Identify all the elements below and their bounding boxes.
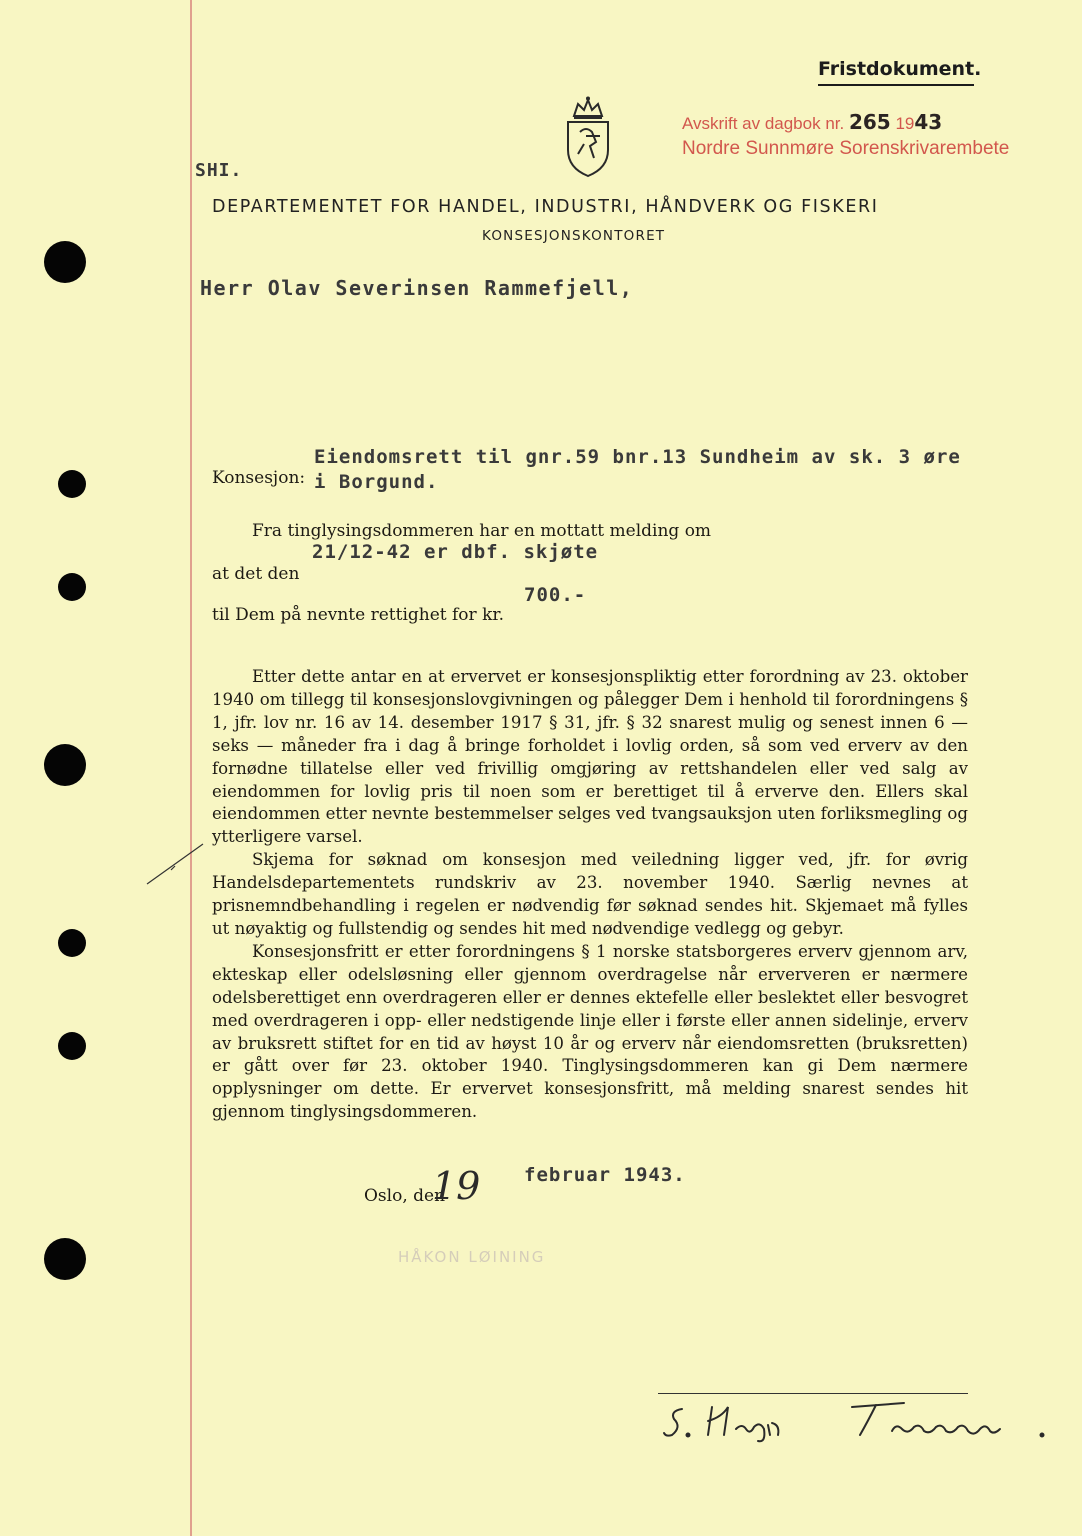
coat-of-arms-icon — [556, 96, 620, 180]
punch-hole — [58, 1032, 86, 1060]
reference-code: SHI. — [195, 160, 243, 181]
margin-rule — [190, 0, 192, 1536]
office-name: KONSESJONSKONTORET — [482, 228, 666, 244]
stamp-year-suffix: 43 — [914, 110, 943, 134]
signature-line — [658, 1393, 968, 1394]
registry-stamp-line1 — [682, 110, 942, 134]
department-name: DEPARTEMENTET FOR HANDEL, INDUSTRI, HÅNDVERK OG FISKERI — [212, 197, 879, 217]
konsesjon-property-line2: i Borgund. — [314, 471, 439, 493]
stamp-number: 265 — [848, 110, 891, 134]
body-paragraph-3: Konsesjonsfritt er etter forordningens § 1 norske statsborgeres erverv gjennom arv, ekteskap eller odelsløsning eller gjennom overdragelse når erververen er nærmere odelsberettiget enn overdrageren eller er dennes ektefelle eller beslektet eller besvogret med overdrageren i opp- eller nedstigende linje eller i første eller annen sidelinje, erverv av bruksrett stiftet for en tid av høyst 10 år og erverv når eiendomsretten (bruksretten) er gått over før 23. oktober 1940. Tinglysingsdommeren kan gi Dem nærmere opplysninger om dette. Er ervervet konsesjonsfritt, må melding snarest sendes hit gjennom tinglysingsdommeren. — [212, 941, 968, 1122]
punch-hole — [58, 573, 86, 601]
letter-body — [212, 666, 968, 1124]
pencil-tick-mark — [145, 840, 205, 890]
punch-hole — [44, 241, 86, 283]
document-type: Fristdokument. — [818, 58, 982, 80]
filled-month-year: februar 1943. — [524, 1164, 686, 1186]
document-type-underline — [818, 84, 974, 86]
filled-date: 21/12-42 er dbf. skjøte — [312, 541, 599, 563]
handwritten-day: 19 — [432, 1164, 481, 1208]
stamp-year-prefix: 19 — [895, 114, 915, 133]
konsesjon-property-line1: Eiendomsrett til gnr.59 bnr.13 Sundheim av sk. 3 øre — [314, 446, 961, 468]
body-paragraph-2: Skjema for søknad om konsesjon med veiledning ligger ved, jfr. for øvrig Handelsdepartementets rundskriv av 23. november 1940. Særlig nevnes at prisnemndbehandling i regelen er nødvendig før søknad sendes hit. Skjemaet må fylles ut nøyaktig og fullstendig og sendes hit med nødvendige vedlegg og gebyr. — [212, 850, 968, 938]
notice-text: Fra tinglysingsdommeren har en mottatt melding om — [252, 521, 712, 541]
filled-amount: 700.- — [524, 584, 587, 606]
date-label: at det den — [212, 564, 300, 584]
punch-hole — [44, 744, 86, 786]
amount-label: til Dem på nevnte rettighet for kr. — [212, 605, 505, 625]
place-date-label: Oslo, den — [364, 1186, 446, 1206]
stamp-prefix: Avskrift av dagbok nr. — [682, 114, 845, 133]
punch-hole — [44, 1238, 86, 1280]
punch-hole — [58, 470, 86, 498]
faded-name-stamp: HÅKON LØINING — [398, 1248, 546, 1266]
punch-hole — [58, 929, 86, 957]
body-paragraph-1: Etter dette antar en at ervervet er konsesjonspliktig etter forordning av 23. oktober 1940 om tillegg til konsesjonslovgivningen og pålegger Dem i henhold til forordningens § 1, jfr. lov nr. 16 av 14. desember 1917 § 31, jfr. § 32 snarest mulig og senest innen 6 — seks — måneder fra i dag å bringe forholdet i lovlig orden, så som ved erverv av den fornødne tillatelse eller ved frivillig omgjøring av rettshandelen eller ved salg av eiendommen for lovlig pris til noen som er berettiget til å erverve den. Ellers skal eiendommen etter nevnte bestemmelser selges ved tvangsauksjon uten forliksmegling og ytterligere varsel. — [212, 667, 968, 847]
registry-stamp-office: Nordre Sunnmøre Sorenskrivarembete — [682, 138, 1010, 159]
konsesjon-label: Konsesjon: — [212, 468, 306, 488]
handwritten-signature — [656, 1395, 1048, 1443]
addressee: Herr Olav Severinsen Rammefjell, — [200, 276, 634, 300]
